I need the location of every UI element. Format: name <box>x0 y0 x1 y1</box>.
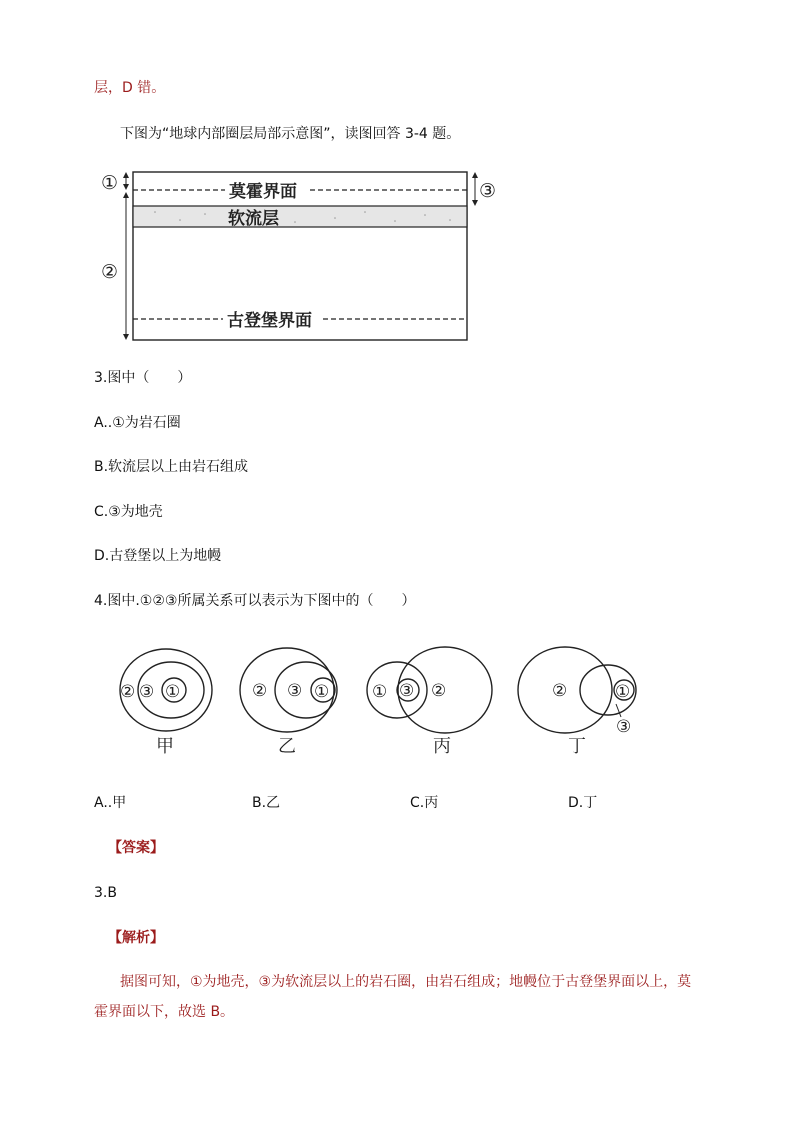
yi-label-2: ② <box>252 681 268 701</box>
q3-stem: 3.图中（ ） <box>94 370 192 386</box>
yi-label-3: ③ <box>287 681 303 701</box>
moho-label: 莫霍界面 <box>229 182 297 202</box>
circle-relations-figure <box>110 640 650 760</box>
jia-label-3: ③ <box>139 682 155 702</box>
jia-label-1: ① <box>165 682 181 702</box>
q4-option-b: B.乙 <box>252 795 281 811</box>
ding-label-3: ③ <box>616 717 632 737</box>
q3-option-c: C.③为地壳 <box>94 504 163 520</box>
caption-jia: 甲 <box>156 736 174 757</box>
earth-layers-figure <box>95 160 515 350</box>
q4-option-d: D.丁 <box>568 795 598 811</box>
bing-label-1: ① <box>372 682 388 702</box>
gutenberg-label: 古登堡界面 <box>227 311 312 331</box>
answer-text: 3.B <box>94 885 117 901</box>
caption-yi: 乙 <box>278 736 296 757</box>
analysis-header: 【解析】 <box>108 930 164 946</box>
bing-label-2: ② <box>431 681 447 701</box>
continuation-text: 层，D 错。 <box>94 80 166 96</box>
q4-stem: 4.图中.①②③所属关系可以表示为下图中的（ ） <box>94 593 416 609</box>
q3-option-d: D.古登堡以上为地幔 <box>94 548 222 564</box>
analysis-line-2: 霍界面以下，故选 B。 <box>94 1004 235 1020</box>
jia-label-2: ② <box>120 682 136 702</box>
figure-label-1: ① <box>101 172 119 194</box>
bing-label-3: ③ <box>399 681 415 701</box>
figure-label-2: ② <box>101 261 119 283</box>
q4-option-c: C.丙 <box>410 795 439 811</box>
figure-label-3: ③ <box>479 180 497 202</box>
q3-option-b: B.软流层以上由岩石组成 <box>94 459 249 475</box>
caption-bing: 丙 <box>433 736 451 757</box>
ding-label-2: ② <box>552 681 568 701</box>
yi-label-1: ① <box>314 682 330 702</box>
answer-header: 【答案】 <box>108 840 164 856</box>
caption-ding: 丁 <box>568 736 586 757</box>
analysis-line-1: 据图可知，①为地壳，③为软流层以上的岩石圈，由岩石组成；地幔位于古登堡界面以上，莫 <box>120 974 692 990</box>
q3-option-a: A..①为岩石圈 <box>94 415 181 431</box>
asthenosphere-label: 软流层 <box>228 209 279 229</box>
ding-label-1: ① <box>615 682 631 702</box>
question-intro: 下图为“地球内部圈层局部示意图”，读图回答 3-4 题。 <box>120 126 461 142</box>
q4-option-a: A..甲 <box>94 795 127 811</box>
